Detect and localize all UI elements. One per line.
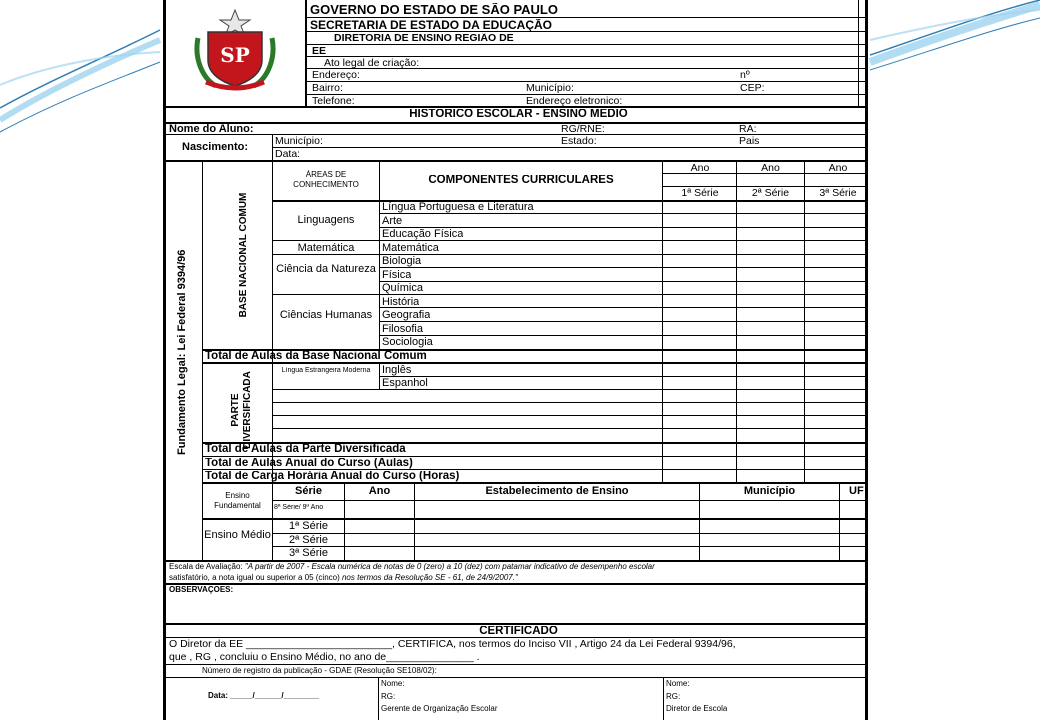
government-title: GOVERNO DO ESTADO DE SÃO PAULO	[310, 3, 558, 16]
ato-legal-label: Ato legal de criação:	[324, 58, 420, 69]
total-anual-label: Total de Aulas Anual do Curso (Aulas)	[205, 458, 413, 469]
ano-header-1: Ano	[690, 163, 710, 174]
componente-matematica: Matemática	[382, 243, 439, 254]
componente-filosofia: Filosofia	[382, 324, 423, 335]
componente-educacao-fisica: Educação Física	[382, 229, 464, 240]
componente-arte: Arte	[382, 216, 403, 227]
estudos-municipio-header: Município	[743, 486, 796, 497]
gerente-cargo-label: Gerente de Organização Escolar	[381, 705, 498, 713]
cep-label: CEP:	[740, 83, 765, 94]
componentes-header: COMPONENTES CURRICULARES	[428, 175, 614, 186]
pais-label: Pais	[739, 136, 760, 147]
area-ciencia-natureza: Ciência da Natureza	[276, 263, 376, 275]
estudos-ano-header: Ano	[368, 486, 391, 497]
parte-diversificada-label: PARTE DIVERSIFICADA	[230, 371, 253, 449]
ano-header-3: Ano	[828, 163, 848, 174]
sao-paulo-seal-icon	[192, 8, 278, 94]
serie-header-3: 3ª Série	[819, 188, 857, 199]
diretor-nome-label: Nome:	[666, 680, 690, 688]
numero-label: nº	[740, 70, 750, 81]
componente-quimica: Química	[382, 283, 423, 294]
componente-geografia: Geografia	[382, 310, 431, 321]
nascimento-label: Nascimento:	[182, 142, 249, 153]
diretoria-label: DIRETORIA DE ENSINO REGIÃO DE	[334, 33, 514, 44]
gerente-nome-label: Nome:	[381, 680, 405, 688]
secretaria-title: SECRETARIA DE ESTADO DA EDUCAÇÃO	[310, 19, 553, 31]
ra-label: RA:	[739, 124, 757, 135]
total-carga-label: Total de Carga Horária Anual do Curso (Horas)	[205, 471, 460, 482]
certificado-data-label: Data: _____/______/________	[208, 692, 320, 700]
estudos-medio-serie-1: 1ª Série	[289, 521, 328, 532]
componente-sociologia: Sociologia	[382, 337, 433, 348]
componente-biologia: Biologia	[382, 256, 422, 267]
certificado-linha-1: O Diretor da EE _________________________, CERTIFICA, nos termos do Inciso VII , Artigo 24 da Lei Federal 9394/96,	[169, 639, 736, 650]
telefone-label: Telefone:	[312, 96, 355, 107]
componente-fisica: Física	[382, 270, 412, 281]
area-lingua-estrangeira: Língua Estrangeira Moderna	[281, 367, 371, 374]
total-parte-label: Total de Aulas da Parte Diversificada	[205, 444, 406, 455]
estudos-estabelecimento-header: Estabelecimento de Ensino	[485, 486, 629, 497]
serie-header-1: 1ª Série	[681, 188, 719, 199]
area-matematica: Matemática	[297, 243, 355, 254]
componente-espanhol: Espanhol	[382, 378, 428, 389]
rg-rne-label: RG/RNE:	[561, 124, 605, 135]
areas-header: ÁREAS DE CONHECIMENTO	[293, 170, 359, 189]
data-label: Data:	[275, 149, 301, 160]
escala-linha-1: Escala de Avaliação: "A partir de 2007 - Escala numérica de notas de 0 (zero) a 10 (dez) com patamar indicativo de desempenho escolar	[169, 563, 655, 571]
area-ciencias-humanas: Ciências Humanas	[279, 309, 373, 321]
document-title: HISTÓRICO ESCOLAR - ENSINO MÉDIO	[409, 109, 628, 120]
componente-portugues: Língua Portuguesa e Literatura	[382, 202, 534, 213]
ee-label: EE	[312, 46, 327, 57]
ano-header-2: Ano	[761, 163, 780, 174]
total-base-label: Total de Aulas da Base Nacional Comum	[205, 351, 427, 362]
diretor-cargo-label: Diretor de Escola	[666, 705, 728, 713]
estudos-medio-serie-3: 3ª Série	[289, 548, 328, 559]
componente-historia: História	[382, 297, 420, 308]
nascimento-municipio-label: Município:	[275, 136, 323, 147]
estudos-uf-header: UF	[849, 486, 864, 497]
diretor-rg-label: RG:	[666, 693, 681, 701]
bairro-label: Bairro:	[312, 83, 343, 94]
municipio-label: Município:	[526, 83, 574, 94]
base-nacional-label: BASE NACIONAL COMUM	[238, 192, 249, 318]
escala-linha-2: satisfatório, a nota igual ou superior a 05 (cinco) nos termos da Resolução SE - 61, de 24/9/2007."	[169, 574, 518, 582]
fundamento-legal-label: Fundamento Legal: Lei Federal 9394/96	[176, 249, 188, 455]
area-linguagens: Linguagens	[297, 215, 355, 226]
estudos-medio-serie-2: 2ª Série	[289, 535, 328, 546]
serie-header-2: 2ª Série	[751, 188, 790, 199]
ensino-fundamental-label: Ensino Fundamental	[214, 491, 261, 510]
certificado-linha-2: que , RG , concluiu o Ensino Médio, no ano de_______________ .	[169, 652, 480, 663]
ensino-medio-label: Ensino Médio	[204, 529, 271, 541]
endereco-label: Endereço:	[312, 70, 360, 81]
componente-ingles: Inglês	[382, 365, 412, 376]
historico-escolar-document	[163, 0, 868, 720]
observacoes-label: OBSERVAÇÕES:	[169, 586, 234, 594]
estudos-fund-serie: 8ª Série/ 9º Ano	[274, 504, 324, 511]
certificado-title: CERTIFICADO	[479, 626, 558, 637]
estudos-serie-header: Série	[295, 486, 322, 497]
estado-label: Estado:	[561, 136, 597, 147]
registro-publicacao-label: Número de registro da publicação - GDAE (Resolução SE108/02):	[202, 667, 437, 675]
email-label: Endereço eletronico:	[526, 96, 623, 107]
svg-text:SP: SP	[220, 43, 250, 67]
gerente-rg-label: RG:	[381, 693, 396, 701]
nome-aluno-label: Nome do Aluno:	[169, 124, 254, 135]
